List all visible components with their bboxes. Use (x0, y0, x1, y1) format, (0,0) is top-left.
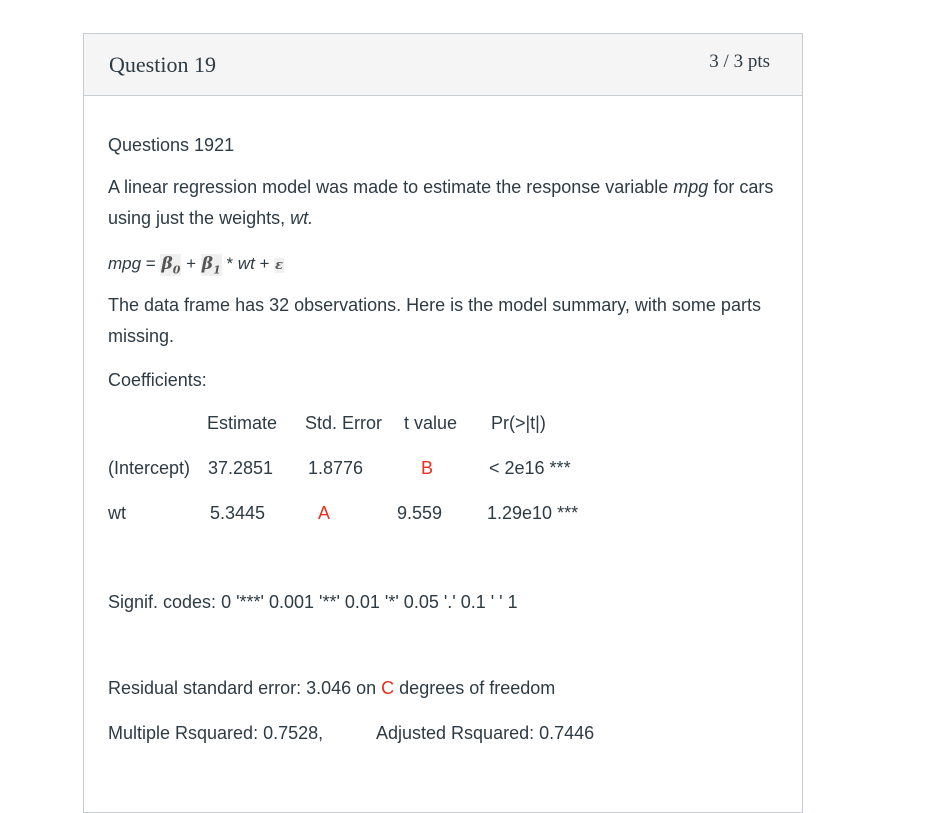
beta0-symbol: $\beta_0$ (161, 254, 181, 277)
question-title: Question 19 (109, 52, 216, 77)
row-wt-p-value: 1.29e10 *** (487, 503, 579, 523)
blank-c: C (381, 678, 395, 698)
residual-standard-error (108, 678, 555, 699)
blank-b: B (421, 458, 434, 478)
row-intercept-term: (Intercept) (108, 458, 191, 478)
header-p-value: Pr(>|t|) (491, 413, 546, 433)
blank-a: A (318, 503, 331, 523)
header-estimate: Estimate (207, 413, 278, 433)
intro-text-2: for cars using just the weights, (108, 177, 774, 228)
equation-plus-1: + (181, 254, 201, 273)
row-intercept-estimate: 37.2851 (208, 458, 274, 478)
header-std-error: Std. Error (305, 413, 383, 433)
equation-plus-2: + (254, 254, 275, 273)
question-header (84, 34, 802, 96)
residual-text-2: degrees of freedom (394, 678, 556, 698)
intro-paragraph (108, 172, 778, 234)
equation-wt: wt (237, 254, 255, 273)
regression-equation (108, 254, 284, 276)
header-t-value: t value (404, 413, 458, 433)
row-intercept-p-value: < 2e16 *** (489, 458, 571, 478)
data-frame-paragraph: The data frame has 32 observations. Here is the model summary, with some parts missing. (108, 295, 761, 346)
coefficients-label: Coefficients: (108, 370, 207, 390)
intro-wt: wt. (290, 208, 314, 228)
row-intercept-std-error: 1.8776 (308, 458, 364, 478)
row-wt-term: wt (108, 503, 126, 523)
equation-equals: = (141, 254, 161, 273)
intro-text-1: A linear regression model was made to estimate the response variable (108, 177, 674, 197)
residual-text-1: Residual standard error: 3.046 on (108, 678, 382, 698)
adjusted-rsquared: Adjusted Rsquared: 0.7446 (376, 723, 595, 743)
row-wt-t-value: 9.559 (397, 503, 443, 523)
beta1-symbol: $\beta_1$ (201, 254, 221, 277)
question-points: 3 / 3 pts (709, 51, 770, 72)
questions-heading: Questions 1921 (108, 135, 235, 155)
multiple-rsquared: Multiple Rsquared: 0.7528, (108, 723, 324, 743)
epsilon-symbol: ε (275, 258, 284, 273)
row-wt-estimate: 5.3445 (210, 503, 266, 523)
signif-codes: Signif. codes: 0 '***' 0.001 '**' 0.01 '*' 0.05 '.' 0.1 ' ' 1 (108, 592, 518, 612)
equation-lhs: mpg (108, 254, 142, 273)
intro-mpg: mpg (673, 177, 709, 197)
equation-star: * (221, 254, 238, 273)
